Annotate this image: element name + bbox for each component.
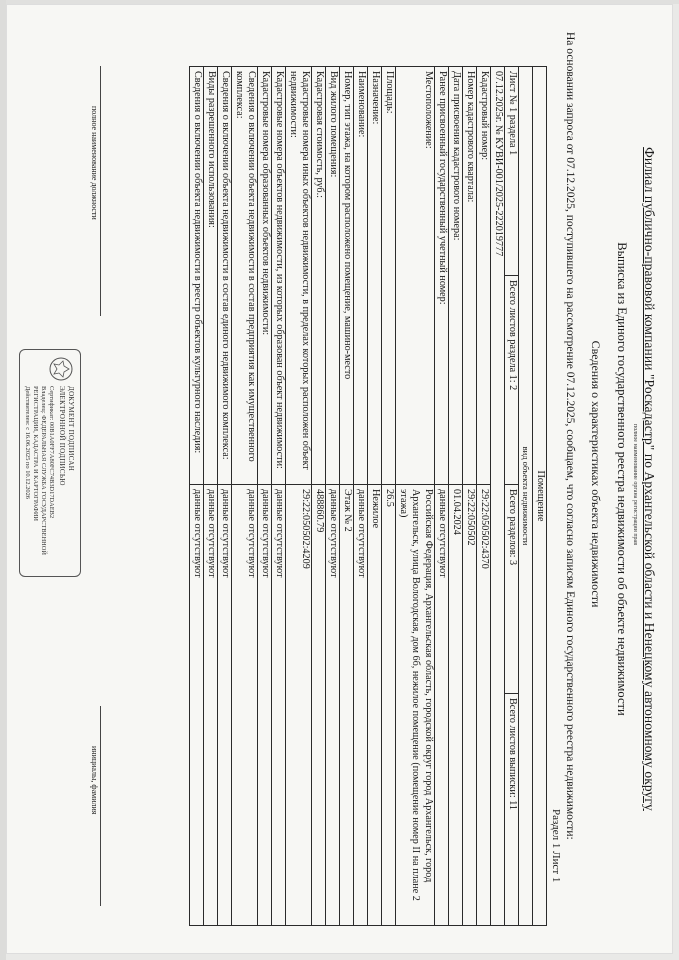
sheets-total: Всего листов выписки: 11 [505, 694, 519, 926]
row-label: Номер кадастрового квартала: [463, 67, 477, 485]
organization-caption: полное наименование органа регистрации прав [632, 424, 638, 546]
row-value: 26.5 [382, 485, 396, 926]
stamp-certificate: Сертификат: 00B1A0FF7A80FC74B3D17DAEB2 [48, 386, 55, 519]
table-row [258, 67, 272, 926]
row-value: данные отсутствуют [272, 485, 286, 926]
position-caption: полное наименование должности [90, 106, 99, 220]
sheet-info-row [505, 67, 519, 926]
row-value: данные отсутствуют [190, 485, 204, 926]
row-value: данные отсутствуют [354, 485, 368, 926]
row-label: Кадастровые номера образованных объектов недвижимости: [258, 67, 272, 485]
sections-total: Всего разделов: 3 [505, 485, 519, 694]
table-row [368, 67, 382, 926]
row-label: Сведения о включении объекта недвижимости в состав предприятия как имущественного комплекса: [232, 67, 258, 485]
row-value: 01.04.2024 [449, 485, 463, 926]
row-label: Дата присвоения кадастрового номера: [449, 67, 463, 485]
row-value: 488860.79 [312, 485, 326, 926]
row-value: данные отсутствуют [326, 485, 340, 926]
stamp-subtitle: ЭЛЕКТРОННОЙ ПОДПИСЬЮ [58, 386, 66, 486]
sheet-number: Лист № 1 раздела 1 [505, 67, 519, 276]
row-label: Наименование: [354, 67, 368, 485]
row-value: 29:22:050502:4209 [286, 485, 312, 926]
organization-name: Филиал публично-правовой компании "Роскадастр" по Архангельской области и Ненецкому автономному округу [642, 147, 657, 811]
request-row [491, 67, 505, 926]
row-label: Виды разрешенного использования: [204, 67, 218, 485]
sheets-in-section: Всего листов раздела 1: 2 [505, 276, 519, 485]
stamp-title: ДОКУМЕНТ ПОДПИСАН [67, 386, 75, 472]
table-row [449, 67, 463, 926]
row-value: 29:22:050502:4370 [477, 485, 491, 926]
row-value: 29:22:050502 [463, 485, 477, 926]
table-row [326, 67, 340, 926]
row-label: Площадь: [382, 67, 396, 485]
table-row [286, 67, 312, 926]
table-row [477, 67, 491, 926]
stamp-owner-cont: РЕГИСТРАЦИИ, КАДАСТРА И КАРТОГРАФИИ [32, 386, 39, 522]
table-row [218, 67, 232, 926]
request-basis: На основании запроса от 07.12.2025, поступившего на рассмотрение 07.12.2025, сообщаем, что согласно записям Единого государственного реестра недвижимости: [564, 32, 576, 840]
stamp-owner: Владелец: ФЕДЕРАЛЬНАЯ СЛУЖБА ГОСУДАРСТВЕННОЙ [40, 386, 47, 556]
object-type-caption-row [519, 67, 533, 926]
object-type-row [533, 67, 547, 926]
table-row [190, 67, 204, 926]
row-label: Ранее присвоенный государственный учетный номер: [435, 67, 449, 485]
table-row [232, 67, 258, 926]
table-row [312, 67, 326, 926]
position-line [100, 66, 113, 316]
stamp-validity: Действителен: с 16.06.2025 по 10.12.2026 [24, 386, 31, 499]
row-value: данные отсутствуют [258, 485, 272, 926]
rotated-sheet [6, 4, 673, 954]
row-label: Сведения о включении объекта недвижимости в состав единого недвижимого комплекса: [218, 67, 232, 485]
row-label: Местоположение: [396, 67, 435, 485]
table-row [435, 67, 449, 926]
row-label: Номер, тип этажа, на котором расположено помещение, машино-место [340, 67, 354, 485]
row-value: Российская Федерация, Архангельская область, городской округ город Архангельск, город Архангельск, улица Вологодская, дом 6б, нежилое помещение (помещение номер II на плане 2 этажа) [396, 485, 435, 926]
section-label: Раздел 1 Лист 1 [550, 809, 562, 883]
row-label: Сведения о включении объекта недвижимости в реестр объектов культурного наследия: [190, 67, 204, 485]
name-line [100, 706, 113, 906]
row-value: Этаж № 2 [340, 485, 354, 926]
row-value: Нежилое [368, 485, 382, 926]
row-label: Кадастровые номера объектов недвижимости, из которых образован объект недвижимости: [272, 67, 286, 485]
table-row [382, 67, 396, 926]
electronic-signature-stamp [19, 349, 81, 577]
document-title: Выписка из Единого государственного реестра недвижимости об объекте недвижимости [615, 242, 629, 716]
row-label: Кадастровые номера иных объектов недвижимости, в пределах которых расположен объект недвижимости: [286, 67, 312, 485]
row-value: данные отсутствуют [435, 485, 449, 926]
table-row [340, 67, 354, 926]
table-row [204, 67, 218, 926]
row-label: Кадастровая стоимость, руб.: [312, 67, 326, 485]
row-label: Кадастровый номер: [477, 67, 491, 485]
request-number: 07.12.2025г. № КУВИ-001/2025-222019777 [491, 67, 505, 926]
table-row [463, 67, 477, 926]
table-body [190, 67, 491, 926]
object-type-caption: вид объекта недвижимости [519, 67, 533, 926]
property-table [190, 66, 548, 926]
table-row [354, 67, 368, 926]
row-value: данные отсутствуют [232, 485, 258, 926]
row-value: данные отсутствуют [204, 485, 218, 926]
emblem-icon [48, 356, 74, 382]
object-type: Помещение [533, 67, 547, 926]
document-subtitle: Сведения о характеристиках объекта недвижимости [589, 340, 603, 608]
row-label: Назначение: [368, 67, 382, 485]
table-row [272, 67, 286, 926]
name-caption: инициалы, фамилия [90, 746, 99, 815]
table-row [396, 67, 435, 926]
row-label: Вид жилого помещения: [326, 67, 340, 485]
document-page [6, 4, 673, 954]
row-value: данные отсутствуют [218, 485, 232, 926]
